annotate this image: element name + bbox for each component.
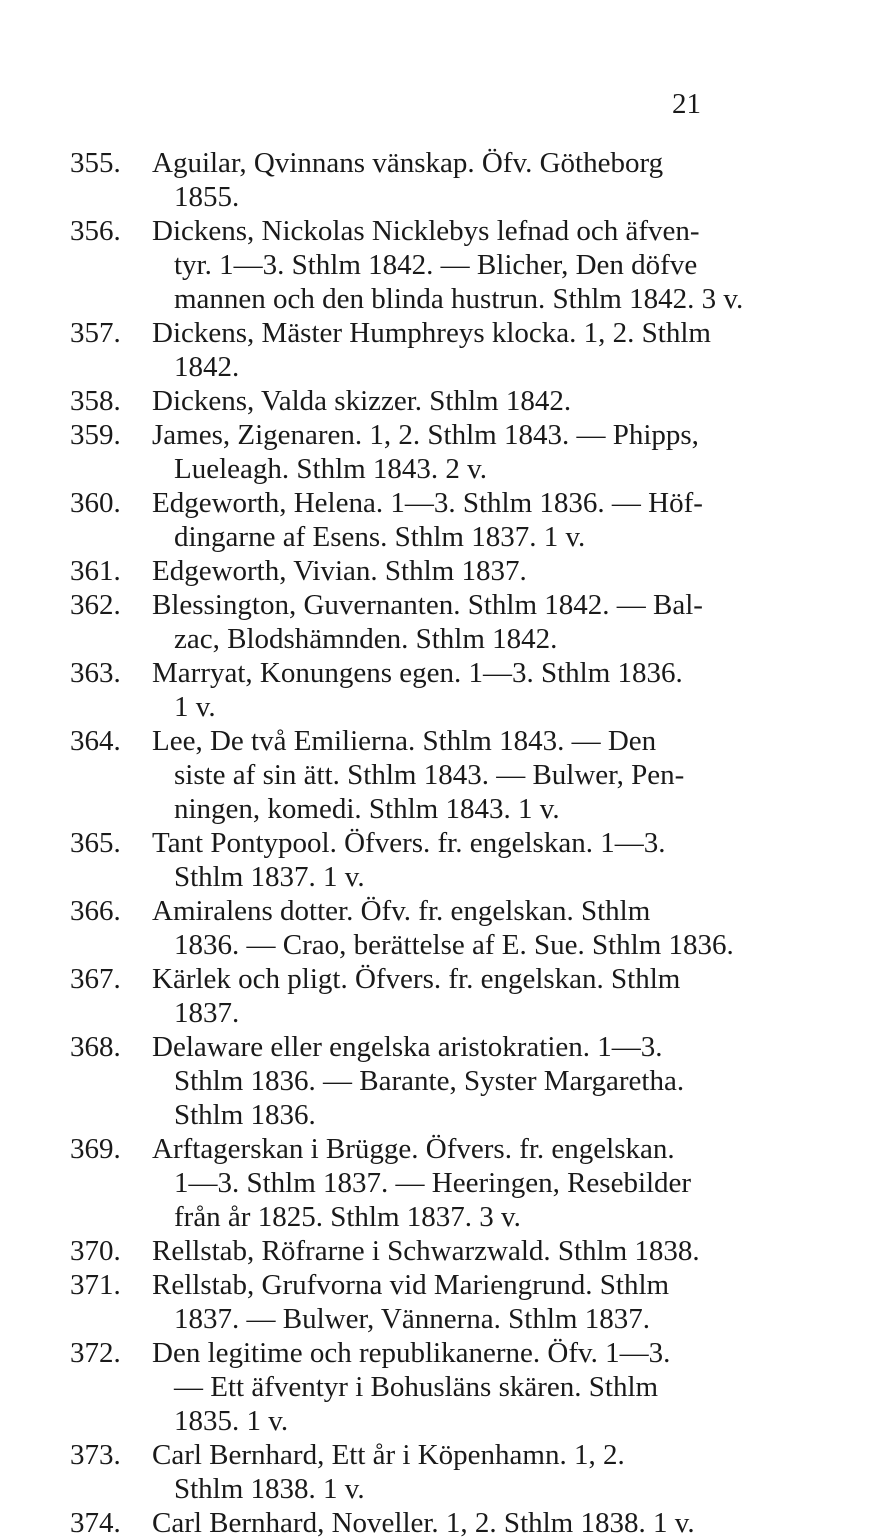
entry-line: Tant Pontypool. Öfvers. fr. engelskan. 1—3. — [152, 827, 666, 859]
entry-number-text: 368. — [70, 1031, 121, 1063]
catalog-entry — [60, 588, 760, 656]
entry-number-text: 372. — [70, 1337, 121, 1369]
catalog-entry — [60, 962, 760, 1030]
entry-line: Delaware eller engelska aristokratien. 1—3. — [152, 1031, 663, 1063]
entry-text — [140, 316, 760, 384]
entry-number — [60, 384, 140, 418]
entry-line: 1835. 1 v. — [174, 1405, 289, 1437]
entry-line: 1 v. — [174, 691, 216, 723]
entry-number — [60, 1506, 140, 1540]
entry-line: Rellstab, Röfrarne i Schwarzwald. Sthlm 1838. — [152, 1235, 700, 1267]
entry-number-text: 366. — [70, 895, 121, 927]
entry-line: Blessington, Guvernanten. Sthlm 1842. — Bal- — [152, 589, 703, 621]
entry-line: 1—3. Sthlm 1837. — Heeringen, Resebilder — [174, 1167, 692, 1199]
catalog-entry — [60, 316, 760, 384]
entry-number — [60, 214, 140, 248]
catalog-entry — [60, 384, 760, 418]
entry-text — [140, 1132, 760, 1234]
entry-text — [140, 1506, 760, 1540]
entry-number-text: 355. — [70, 147, 121, 179]
entry-number-text: 367. — [70, 963, 121, 995]
entry-line: Dickens, Valda skizzer. Sthlm 1842. — [152, 385, 572, 417]
entry-line: Kärlek och pligt. Öfvers. fr. engelskan. Sthlm — [152, 963, 681, 995]
catalog-entry — [60, 1132, 760, 1234]
catalog-entry — [60, 894, 760, 962]
entry-text — [140, 384, 760, 418]
entry-number-text: 364. — [70, 725, 121, 757]
catalog-entry — [60, 554, 760, 588]
entry-number-text: 363. — [70, 657, 121, 689]
entry-line: Dickens, Mäster Humphreys klocka. 1, 2. Sthlm — [152, 317, 711, 349]
entry-line: 1855. — [174, 181, 240, 213]
entry-line: mannen och den blinda hustrun. Sthlm 1842. 3 v. — [174, 283, 744, 315]
entry-text — [140, 656, 760, 724]
catalog-entry — [60, 1268, 760, 1336]
entry-text — [140, 724, 760, 826]
entry-text — [140, 1336, 760, 1438]
entry-number-text: 374. — [70, 1507, 121, 1539]
entry-line: Sthlm 1838. 1 v. — [174, 1473, 365, 1505]
entry-number — [60, 656, 140, 690]
entry-text — [140, 962, 760, 1030]
catalog-entry — [60, 1336, 760, 1438]
entry-line: Den legitime och republikanerne. Öfv. 1—3. — [152, 1337, 671, 1369]
entry-number — [60, 146, 140, 180]
catalog-entries — [60, 146, 760, 1540]
catalog-entry — [60, 214, 760, 316]
entry-line: Arftagerskan i Brügge. Öfvers. fr. engelskan. — [152, 1133, 675, 1165]
entry-number-text: 369. — [70, 1133, 121, 1165]
entry-line: Aguilar, Qvinnans vänskap. Öfv. Götheborg — [152, 147, 664, 179]
entry-number — [60, 1030, 140, 1064]
entry-number-text: 371. — [70, 1269, 121, 1301]
entry-number-text: 360. — [70, 487, 121, 519]
entry-line: Lueleagh. Sthlm 1843. 2 v. — [174, 453, 488, 485]
entry-line: Edgeworth, Helena. 1—3. Sthlm 1836. — Höf- — [152, 487, 703, 519]
entry-number — [60, 1268, 140, 1302]
entry-number-text: 373. — [70, 1439, 121, 1471]
entry-number — [60, 316, 140, 350]
entry-line: 1836. — Crao, berättelse af E. Sue. Sthlm 1836. — [174, 929, 734, 961]
entry-number-text: 361. — [70, 555, 121, 587]
entry-line: Carl Bernhard, Ett år i Köpenhamn. 1, 2. — [152, 1439, 625, 1471]
entry-number — [60, 1438, 140, 1472]
entry-number — [60, 554, 140, 588]
entry-text — [140, 146, 760, 214]
entry-number-text: 370. — [70, 1235, 121, 1267]
entry-number-text: 365. — [70, 827, 121, 859]
entry-line: Sthlm 1837. 1 v. — [174, 861, 365, 893]
entry-line: — Ett äfventyr i Bohusläns skären. Sthlm — [174, 1371, 659, 1403]
catalog-entry — [60, 826, 760, 894]
catalog-entry — [60, 656, 760, 724]
entry-number — [60, 724, 140, 758]
entry-text — [140, 1438, 760, 1506]
entry-number — [60, 1336, 140, 1370]
entry-line: dingarne af Esens. Sthlm 1837. 1 v. — [174, 521, 586, 553]
entry-line: Marryat, Konungens egen. 1—3. Sthlm 1836. — [152, 657, 683, 689]
entry-text — [140, 1268, 760, 1336]
entry-number — [60, 588, 140, 622]
entry-number — [60, 826, 140, 860]
entry-line: Amiralens dotter. Öfv. fr. engelskan. Sthlm — [152, 895, 651, 927]
entry-number — [60, 1234, 140, 1268]
entry-text — [140, 894, 760, 962]
entry-line: zac, Blodshämnden. Sthlm 1842. — [174, 623, 558, 655]
entry-line: Lee, De två Emilierna. Sthlm 1843. — Den — [152, 725, 657, 757]
catalog-entry — [60, 1506, 760, 1540]
entry-number — [60, 894, 140, 928]
entry-line: siste af sin ätt. Sthlm 1843. — Bulwer, Pen- — [174, 759, 685, 791]
catalog-entry — [60, 486, 760, 554]
entry-text — [140, 1234, 760, 1268]
entry-number-text: 357. — [70, 317, 121, 349]
catalog-entry — [60, 418, 760, 486]
entry-line: Sthlm 1836. — Barante, Syster Margaretha. — [174, 1065, 685, 1097]
entry-line: James, Zigenaren. 1, 2. Sthlm 1843. — Phipps, — [152, 419, 699, 451]
entry-line: 1837. — Bulwer, Vännerna. Sthlm 1837. — [174, 1303, 650, 1335]
entry-text — [140, 486, 760, 554]
entry-number — [60, 418, 140, 452]
entry-line: 1837. — [174, 997, 240, 1029]
entry-line: Carl Bernhard, Noveller. 1, 2. Sthlm 1838. 1 v. — [152, 1507, 695, 1539]
entry-line: Rellstab, Grufvorna vid Mariengrund. Sthlm — [152, 1269, 670, 1301]
entry-text — [140, 1030, 760, 1132]
entry-text — [140, 554, 760, 588]
catalog-entry — [60, 724, 760, 826]
entry-line: ningen, komedi. Sthlm 1843. 1 v. — [174, 793, 560, 825]
catalog-entry — [60, 1438, 760, 1506]
catalog-entry — [60, 146, 760, 214]
entry-line: 1842. — [174, 351, 240, 383]
entry-number — [60, 1132, 140, 1166]
entry-text — [140, 418, 760, 486]
entry-line: Sthlm 1836. — [174, 1099, 316, 1131]
entry-line: Edgeworth, Vivian. Sthlm 1837. — [152, 555, 527, 587]
entry-number-text: 356. — [70, 215, 121, 247]
entry-number-text: 358. — [70, 385, 121, 417]
entry-text — [140, 826, 760, 894]
page-number: 21 — [672, 88, 701, 120]
catalog-entry — [60, 1030, 760, 1132]
entry-number-text: 359. — [70, 419, 121, 451]
entry-text — [140, 214, 760, 316]
entry-line: tyr. 1—3. Sthlm 1842. — Blicher, Den döfve — [174, 249, 698, 281]
entry-text — [140, 588, 760, 656]
catalog-entry — [60, 1234, 760, 1268]
entry-number — [60, 962, 140, 996]
entry-line: från år 1825. Sthlm 1837. 3 v. — [174, 1201, 521, 1233]
entry-number-text: 362. — [70, 589, 121, 621]
entry-number — [60, 486, 140, 520]
entry-line: Dickens, Nickolas Nicklebys lefnad och äfven- — [152, 215, 700, 247]
